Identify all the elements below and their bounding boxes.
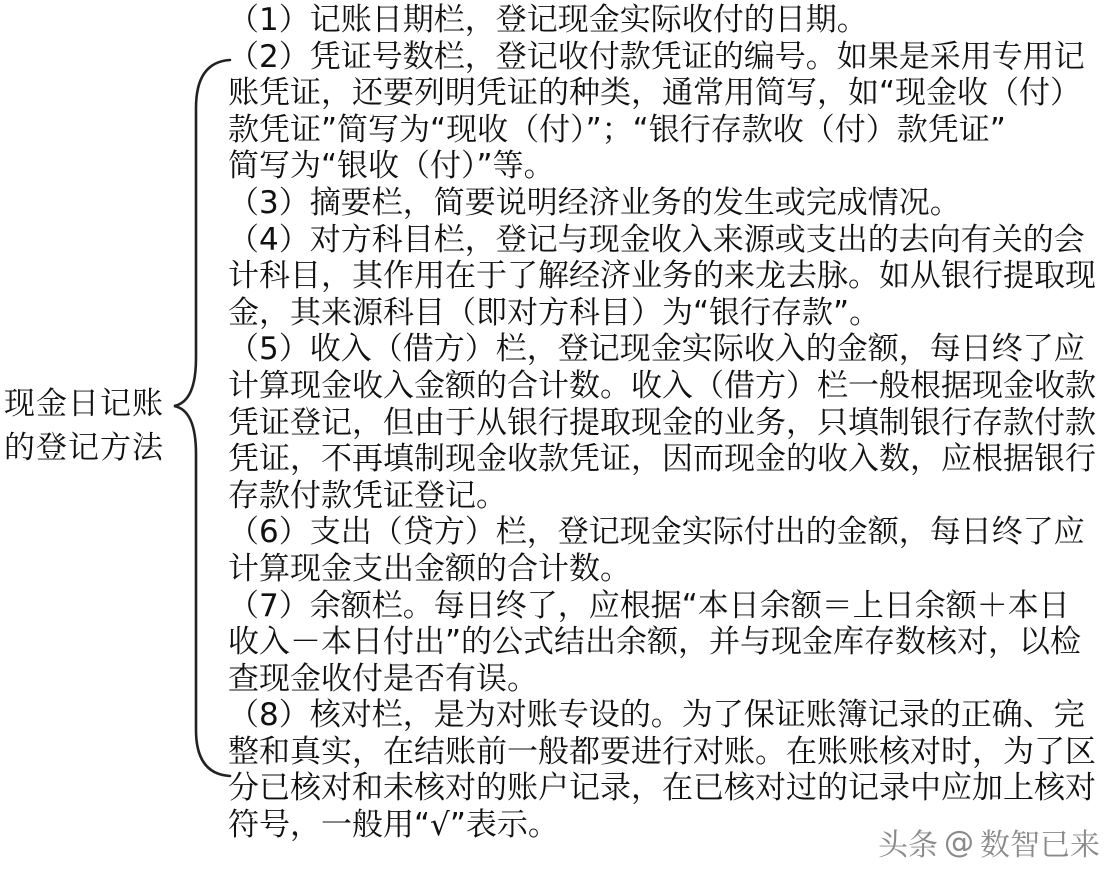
method-item-6-line-1: （6）支出（贷方）栏，登记现金实际付出的金额，每日终了应 [228,514,1085,551]
method-item-2-line-1: （2）凭证号数栏，登记收付款凭证的编号。如果是采用专用记 [228,38,1085,75]
method-item-5-line-2: 计算现金收入金额的合计数。收入（借方）栏一般根据现金收款 [228,367,1096,404]
at-icon: @ [944,824,974,860]
method-item-6-line-2: 计算现金支出金额的合计数。 [228,550,631,587]
method-item-8-line-3: 分已核对和未核对的账户记录，在已核对过的记录中应加上核对 [228,770,1096,807]
topic-line-2: 的登记方法 [4,430,164,466]
method-item-4-line-1: （4）对方科目栏，登记与现金收入来源或支出的去向有关的会 [228,221,1085,258]
method-item-7-line-2: 收入－本日付出”的公式结出余额，并与现金库存数核对，以检 [228,624,1082,661]
method-item-4-line-3: 金，其来源科目（即对方科目）为“银行存款”。 [228,294,881,331]
method-item-2-line-2: 账凭证，还要列明凭证的种类，通常用简写，如“现金收（付） [228,75,1082,112]
topic-label [4,382,172,470]
method-item-3-line-1: （3）摘要栏，简要说明经济业务的发生或完成情况。 [228,184,961,221]
method-list [228,2,1116,844]
method-item-5-line-1: （5）收入（借方）栏，登记现金实际收入的金额，每日终了应 [228,331,1085,368]
method-item-8-line-4: 符号，一般用“√”表示。 [228,807,559,844]
method-item-8-line-1: （8）核对栏，是为对账专设的。为了保证账簿记录的正确、完 [228,697,1085,734]
method-item-1-line-1: （1）记账日期栏，登记现金实际收付的日期。 [228,2,868,38]
watermark-prefix: 头条 [878,828,938,863]
watermark [860,812,1114,872]
method-item-7-line-1: （7）余额栏。每日终了，应根据“本日余额＝上日余额＋本日 [228,587,1070,624]
method-item-5-line-4: 凭证，不再填制现金收款凭证，因而现金的收入数，应根据银行 [228,441,1096,478]
method-item-8-line-2: 整和真实，在结账前一般都要进行对账。在账账核对时，为了区 [228,733,1096,770]
method-item-5-line-5: 存款付款凭证登记。 [228,477,507,514]
method-item-2-line-4: 简写为“银收（付）”等。 [228,148,555,185]
watermark-name: 数智已来 [980,828,1100,863]
method-item-5-line-3: 凭证登记，但由于从银行提取现金的业务，只填制银行存款付款 [228,404,1096,441]
method-item-7-line-3: 查现金收付是否有误。 [228,660,538,697]
method-item-2-line-3: 款凭证”简写为“现收（付）”；“银行存款收（付）款凭证” [228,111,1006,148]
method-item-4-line-2: 计科目，其作用在于了解经济业务的来龙去脉。如从银行提取现 [228,258,1096,295]
topic-line-1: 现金日记账 [4,386,164,422]
